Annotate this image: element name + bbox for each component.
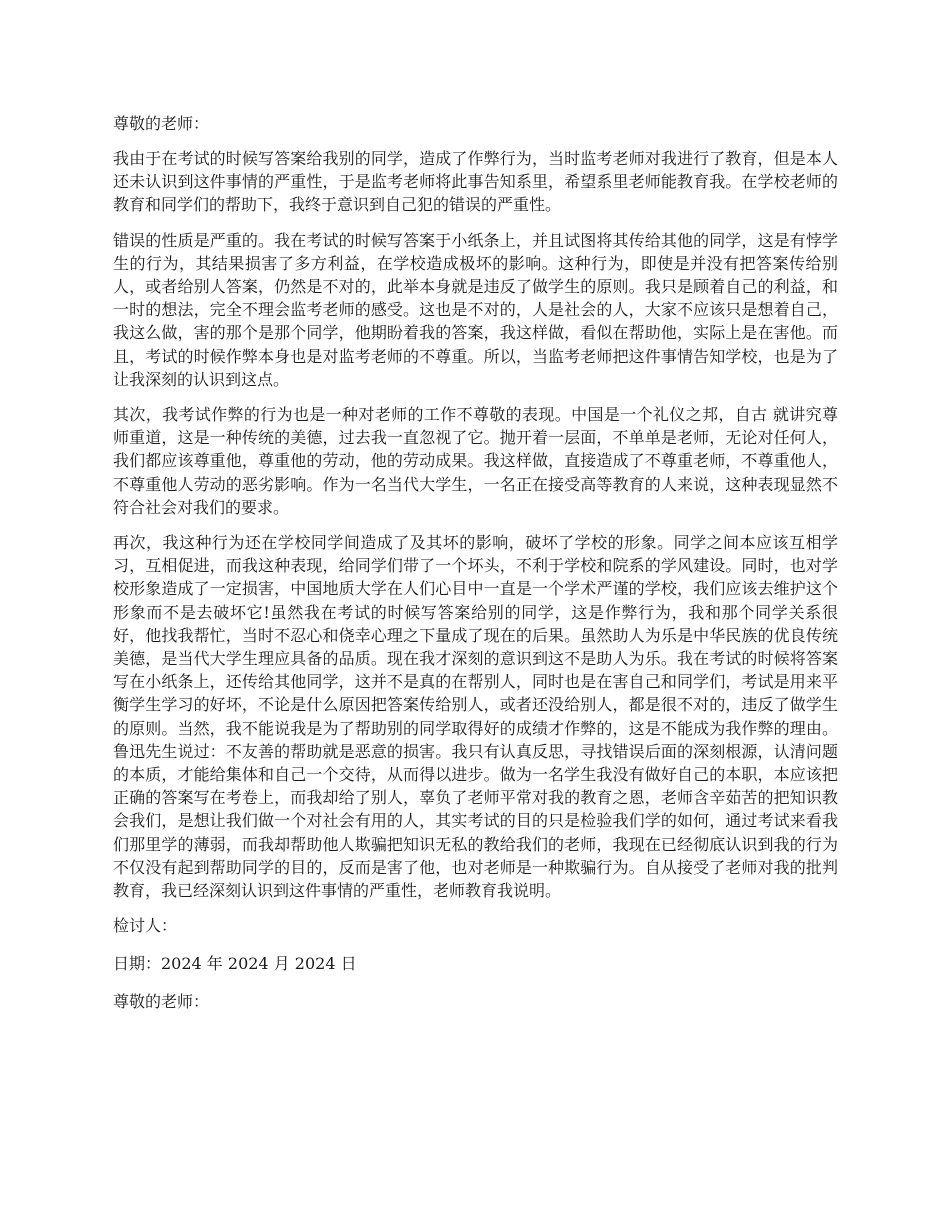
paragraph-2: 错误的性质是严重的。我在考试的时候写答案于小纸条上，并且试图将其传给其他的同学，这是有悖学生的行为，其结果损害了多方利益，在学校造成极坏的影响。这种行为，即使是并没有把答案传给别人，或者给别人答案，仍然是不对的，此举本身就是违反了做学生的原则。我只是顾着自己的利益，和一时的想法，完全不理会监考老师的感受。这也是不对的，人是社会的人，大家不应该只是想着自己，我这么做，害的那个是那个同学，他期盼着我的答案，我这样做，看似在帮助他，实际上是在害他。而且，考试的时候作弊本身也是对监考老师的不尊重。所以，当监考老师把这件事情告知学校，也是为了让我深刻的认识到这点。 — [113, 230, 838, 389]
closing-salutation: 尊敬的老师： — [113, 992, 210, 1012]
salutation: 尊敬的老师： — [113, 114, 210, 133]
paragraph-1: 我由于在考试的时候写答案给我别的同学，造成了作弊行为，当时监考老师对我进行了教育，但是本人还未认识到这件事情的严重性，于是监考老师将此事告知系里，希望系里老师能教育我。在学校老师的教育和同学们的帮助下，我终于意识到自己犯的错误的严重性。 — [113, 149, 838, 215]
signer-label: 检讨人： — [113, 916, 178, 936]
date-line: 日期：2024 年 2024 月 2024 日 — [113, 954, 357, 974]
paragraph-4: 再次，我这种行为还在学校同学间造成了及其坏的影响，破坏了学校的形象。同学之间本应该互相学习，互相促进，而我这种表现，给同学们带了一个坏头，不利于学校和院系的学风建设。同时，也对学校形象造成了一定损害，中国地质大学在人们心目中一直是一个学术严谨的学校，我们应该去维护这个形象而不是去破坏它!虽然我在考试的时候写答案给别的同学，这是作弊行为，我和那个同学关系很好，他找我帮忙，当时不忍心和侥幸心理之下量成了现在的后果。虽然助人为乐是中华民族的优良传统美德，是当代大学生理应具备的品质。现在我才深刻的意识到这不是助人为乐。我在考试的时候将答案写在小纸条上，还传给其他同学，这并不是真的在帮别人，同时也是在害自己和同学们，考试是用来平衡学生学习的好坏，不论是什么原因把答案传给别人，或者还没给别人，都是很不对的，违反了做学生的原则。当然，我不能说我是为了帮助别的同学取得好的成绩才作弊的，这是不能成为我作弊的理由。鲁迅先生说过：不友善的帮助就是恶意的损害。我只有认真反思，寻找错误后面的深刻根源，认清问题的本质，才能给集体和自己一个交待，从而得以进步。做为一名学生我没有做好自己的本职，本应该把正确的答案写在考卷上，而我却给了别人，辜负了老师平常对我的教育之恩，老师含辛茹苦的把知识教会我们，是想让我们做一个对社会有用的人，其实考试的目的只是检验我们学的如何，通过考试来看我们那里学的薄弱，而我却帮助他人欺骗把知识无私的教给我们的老师，我现在已经彻底认识到我的行为不仅没有起到帮助同学的目的，反而是害了他，也对老师是一种欺骗行为。自从接受了老师对我的批判教育，我已经深刻认识到这件事情的严重性，老师教育我说明。 — [113, 533, 838, 901]
paragraph-3: 其次，我考试作弊的行为也是一种对老师的工作不尊敬的表现。中国是一个礼仪之邦，自古 就讲究尊师重道，这是一种传统的美德，过去我一直忽视了它。抛开着一层面，不单单是老师，无论对任何人，我们都应该尊重他，尊重他的劳动，他的劳动成果。我这样做，直接造成了不尊重老师，不尊重他人，不尊重他人劳动的恶劣影响。作为一名当代大学生，一名正在接受高等教育的人来说，这种表现显然不符合社会对我们的要求。 — [113, 405, 838, 517]
